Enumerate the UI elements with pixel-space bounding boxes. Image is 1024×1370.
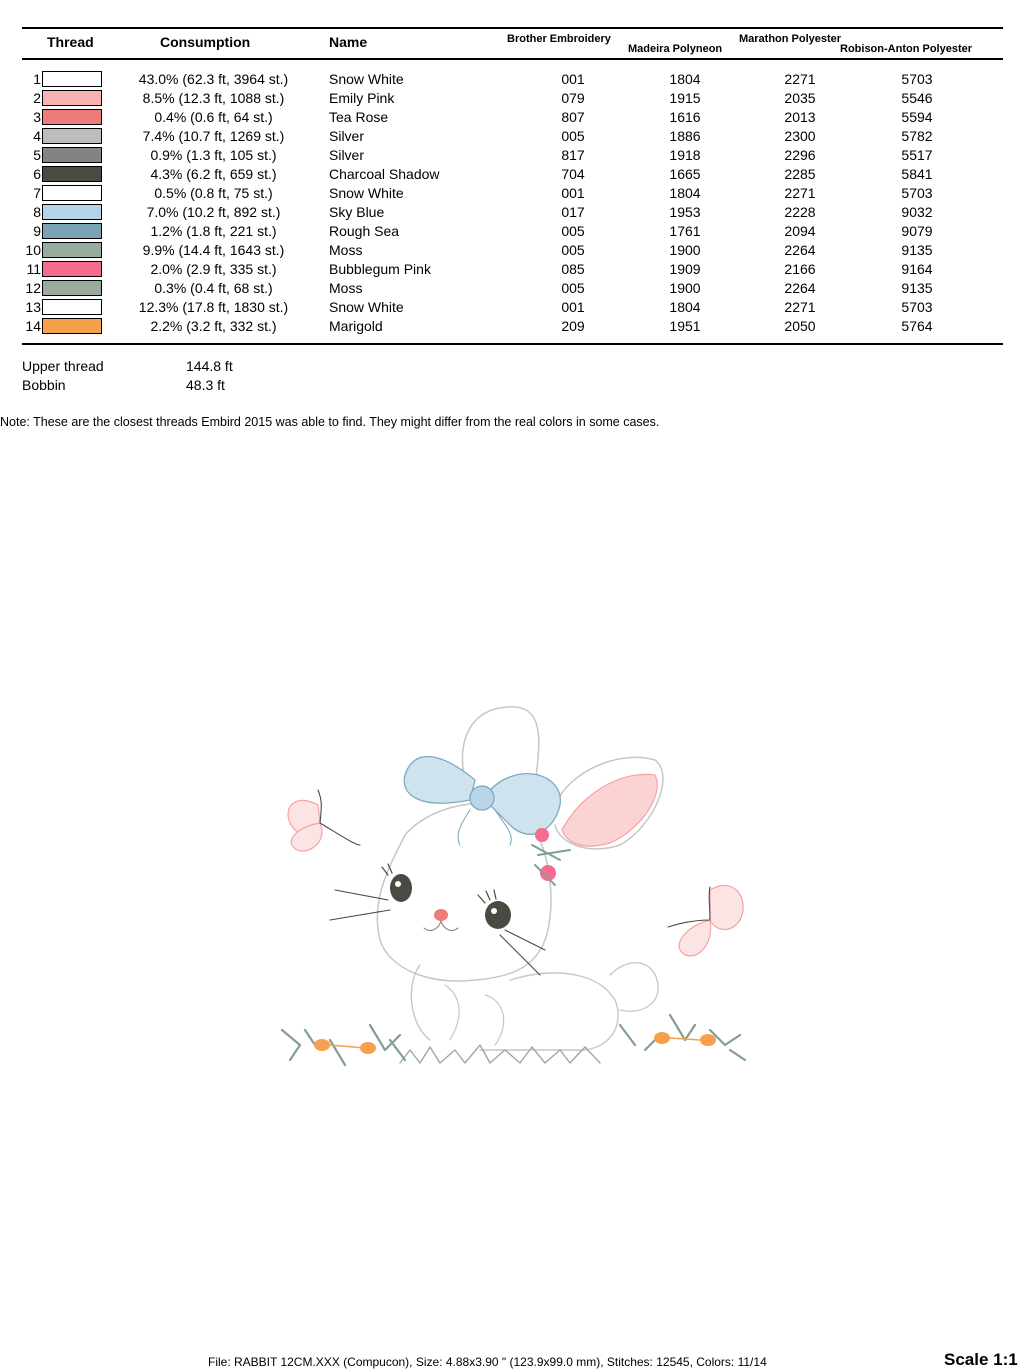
thread-number: 12 bbox=[25, 280, 41, 296]
brother-code: 001 bbox=[561, 185, 585, 201]
thread-consumption: 0.9% (1.3 ft, 105 st.) bbox=[150, 147, 277, 163]
thread-consumption: 7.4% (10.7 ft, 1269 st.) bbox=[142, 128, 285, 144]
table-row bbox=[0, 89, 1024, 108]
robison-code: 5703 bbox=[901, 71, 933, 87]
table-row bbox=[0, 222, 1024, 241]
thread-consumption: 4.3% (6.2 ft, 659 st.) bbox=[150, 166, 277, 182]
robison-code: 5703 bbox=[901, 299, 933, 315]
thread-consumption: 7.0% (10.2 ft, 892 st.) bbox=[146, 204, 281, 220]
thread-color-swatch bbox=[42, 204, 102, 220]
madeira-code: 1665 bbox=[669, 166, 701, 182]
robison-code: 5703 bbox=[901, 185, 933, 201]
brother-code: 001 bbox=[561, 71, 585, 87]
thread-consumption: 0.5% (0.8 ft, 75 st.) bbox=[154, 185, 273, 201]
table-row bbox=[0, 70, 1024, 89]
table-bottom-rule bbox=[22, 343, 1003, 345]
table-row bbox=[0, 260, 1024, 279]
robison-code: 5841 bbox=[901, 166, 933, 182]
header-robison: Robison-Anton Polyester bbox=[840, 43, 973, 55]
marathon-code: 2050 bbox=[784, 318, 816, 334]
marathon-code: 2013 bbox=[784, 109, 816, 125]
table-row bbox=[0, 298, 1024, 317]
robison-code: 9135 bbox=[901, 280, 933, 296]
thread-name: Charcoal Shadow bbox=[329, 166, 440, 182]
marathon-code: 2094 bbox=[784, 223, 816, 239]
embroidery-preview-image bbox=[270, 695, 760, 1085]
thread-number: 13 bbox=[25, 299, 41, 315]
marathon-code: 2228 bbox=[784, 204, 816, 220]
table-row bbox=[0, 127, 1024, 146]
madeira-code: 1915 bbox=[669, 90, 701, 106]
marathon-code: 2264 bbox=[784, 242, 816, 258]
header-consumption: Consumption bbox=[160, 34, 251, 50]
madeira-code: 1616 bbox=[669, 109, 701, 125]
marathon-code: 2271 bbox=[784, 185, 816, 201]
madeira-code: 1900 bbox=[669, 280, 701, 296]
note-text: Note: These are the closest threads Embird 2015 was able to find. They might differ from the real colors in some cases. bbox=[0, 415, 660, 429]
thread-name: Moss bbox=[329, 242, 363, 258]
thread-color-swatch bbox=[42, 261, 102, 277]
thread-color-swatch bbox=[42, 280, 102, 296]
thread-number: 6 bbox=[33, 166, 41, 182]
robison-code: 5782 bbox=[901, 128, 933, 144]
thread-name: Sky Blue bbox=[329, 204, 385, 220]
thread-name: Marigold bbox=[329, 318, 383, 334]
marathon-code: 2271 bbox=[784, 71, 816, 87]
thread-number: 2 bbox=[33, 90, 41, 106]
thread-color-swatch bbox=[42, 109, 102, 125]
bobbin-label: Bobbin bbox=[22, 377, 66, 393]
table-row bbox=[0, 146, 1024, 165]
scale-label: Scale 1:1 bbox=[944, 1350, 1018, 1369]
thread-number: 3 bbox=[33, 109, 41, 125]
table-row bbox=[0, 165, 1024, 184]
thread-color-swatch bbox=[42, 242, 102, 258]
thread-color-swatch bbox=[42, 299, 102, 315]
thread-name: Silver bbox=[329, 128, 365, 144]
thread-name: Snow White bbox=[329, 71, 404, 87]
madeira-code: 1761 bbox=[669, 223, 701, 239]
thread-table bbox=[0, 70, 1024, 336]
thread-name: Bubblegum Pink bbox=[329, 261, 431, 277]
robison-code: 5517 bbox=[901, 147, 933, 163]
header-marathon: Marathon Polyester bbox=[739, 33, 842, 45]
bobbin-value: 48.3 ft bbox=[186, 377, 225, 393]
robison-code: 5764 bbox=[901, 318, 933, 334]
marathon-code: 2300 bbox=[784, 128, 816, 144]
thread-number: 10 bbox=[25, 242, 41, 258]
thread-consumption: 0.3% (0.4 ft, 68 st.) bbox=[154, 280, 273, 296]
madeira-code: 1953 bbox=[669, 204, 701, 220]
madeira-code: 1951 bbox=[669, 318, 701, 334]
robison-code: 5546 bbox=[901, 90, 933, 106]
marathon-code: 2296 bbox=[784, 147, 816, 163]
thread-number: 1 bbox=[33, 71, 41, 87]
header-madeira: Madeira Polyneon bbox=[628, 43, 723, 55]
thread-consumption: 43.0% (62.3 ft, 3964 st.) bbox=[138, 71, 289, 87]
table-row bbox=[0, 241, 1024, 260]
table-row bbox=[0, 108, 1024, 127]
thread-number: 5 bbox=[33, 147, 41, 163]
table-row bbox=[0, 184, 1024, 203]
thread-name: Rough Sea bbox=[329, 223, 400, 239]
thread-consumption: 1.2% (1.8 ft, 221 st.) bbox=[150, 223, 277, 239]
madeira-code: 1909 bbox=[669, 261, 701, 277]
table-row bbox=[0, 279, 1024, 298]
thread-consumption: 2.0% (2.9 ft, 335 st.) bbox=[150, 261, 277, 277]
thread-name: Moss bbox=[329, 280, 363, 296]
robison-code: 9164 bbox=[901, 261, 933, 277]
marathon-code: 2285 bbox=[784, 166, 816, 182]
thread-consumption: 12.3% (17.8 ft, 1830 st.) bbox=[138, 299, 289, 315]
thread-number: 14 bbox=[25, 318, 41, 334]
thread-consumption: 9.9% (14.4 ft, 1643 st.) bbox=[142, 242, 285, 258]
marathon-code: 2271 bbox=[784, 299, 816, 315]
brother-code: 817 bbox=[561, 147, 585, 163]
marathon-code: 2035 bbox=[784, 90, 816, 106]
thread-consumption: 0.4% (0.6 ft, 64 st.) bbox=[154, 109, 273, 125]
marathon-code: 2166 bbox=[784, 261, 816, 277]
upper-thread-value: 144.8 ft bbox=[186, 358, 233, 374]
thread-color-swatch bbox=[42, 185, 102, 201]
brother-code: 005 bbox=[561, 223, 585, 239]
madeira-code: 1804 bbox=[669, 71, 701, 87]
thread-color-swatch bbox=[42, 147, 102, 163]
header-bottom-rule bbox=[22, 58, 1003, 60]
brother-code: 209 bbox=[561, 318, 585, 334]
table-row bbox=[0, 203, 1024, 222]
brother-code: 005 bbox=[561, 242, 585, 258]
table-top-rule bbox=[22, 27, 1003, 29]
header-name: Name bbox=[329, 34, 368, 50]
madeira-code: 1804 bbox=[669, 299, 701, 315]
thread-name: Tea Rose bbox=[329, 109, 389, 125]
thread-number: 7 bbox=[33, 185, 41, 201]
brother-code: 017 bbox=[561, 204, 585, 220]
brother-code: 079 bbox=[561, 90, 585, 106]
thread-name: Snow White bbox=[329, 185, 404, 201]
brother-code: 005 bbox=[561, 280, 585, 296]
thread-color-swatch bbox=[42, 128, 102, 144]
thread-color-swatch bbox=[42, 90, 102, 106]
madeira-code: 1804 bbox=[669, 185, 701, 201]
header-brother: Brother Embroidery bbox=[507, 33, 611, 45]
thread-consumption: 2.2% (3.2 ft, 332 st.) bbox=[150, 318, 277, 334]
file-info-footer: File: RABBIT 12CM.XXX (Compucon), Size: 4.88x3.90 " (123.9x99.0 mm), Stitches: 12545, Colors: 11/14 bbox=[208, 1355, 767, 1369]
brother-code: 704 bbox=[561, 166, 585, 182]
thread-name: Silver bbox=[329, 147, 365, 163]
thread-color-swatch bbox=[42, 71, 102, 87]
brother-code: 085 bbox=[561, 261, 585, 277]
thread-color-swatch bbox=[42, 318, 102, 334]
madeira-code: 1918 bbox=[669, 147, 701, 163]
thread-name: Snow White bbox=[329, 299, 404, 315]
robison-code: 9032 bbox=[901, 204, 933, 220]
robison-code: 9079 bbox=[901, 223, 933, 239]
robison-code: 5594 bbox=[901, 109, 933, 125]
header-thread: Thread bbox=[47, 34, 94, 50]
thread-consumption: 8.5% (12.3 ft, 1088 st.) bbox=[142, 90, 285, 106]
thread-color-swatch bbox=[42, 166, 102, 182]
table-row bbox=[0, 317, 1024, 336]
brother-code: 005 bbox=[561, 128, 585, 144]
brother-code: 807 bbox=[561, 109, 585, 125]
thread-number: 8 bbox=[33, 204, 41, 220]
thread-number: 9 bbox=[33, 223, 41, 239]
robison-code: 9135 bbox=[901, 242, 933, 258]
brother-code: 001 bbox=[561, 299, 585, 315]
thread-number: 4 bbox=[33, 128, 41, 144]
marathon-code: 2264 bbox=[784, 280, 816, 296]
upper-thread-label: Upper thread bbox=[22, 358, 104, 374]
madeira-code: 1886 bbox=[669, 128, 701, 144]
madeira-code: 1900 bbox=[669, 242, 701, 258]
thread-color-swatch bbox=[42, 223, 102, 239]
thread-name: Emily Pink bbox=[329, 90, 395, 106]
thread-number: 11 bbox=[26, 261, 41, 277]
